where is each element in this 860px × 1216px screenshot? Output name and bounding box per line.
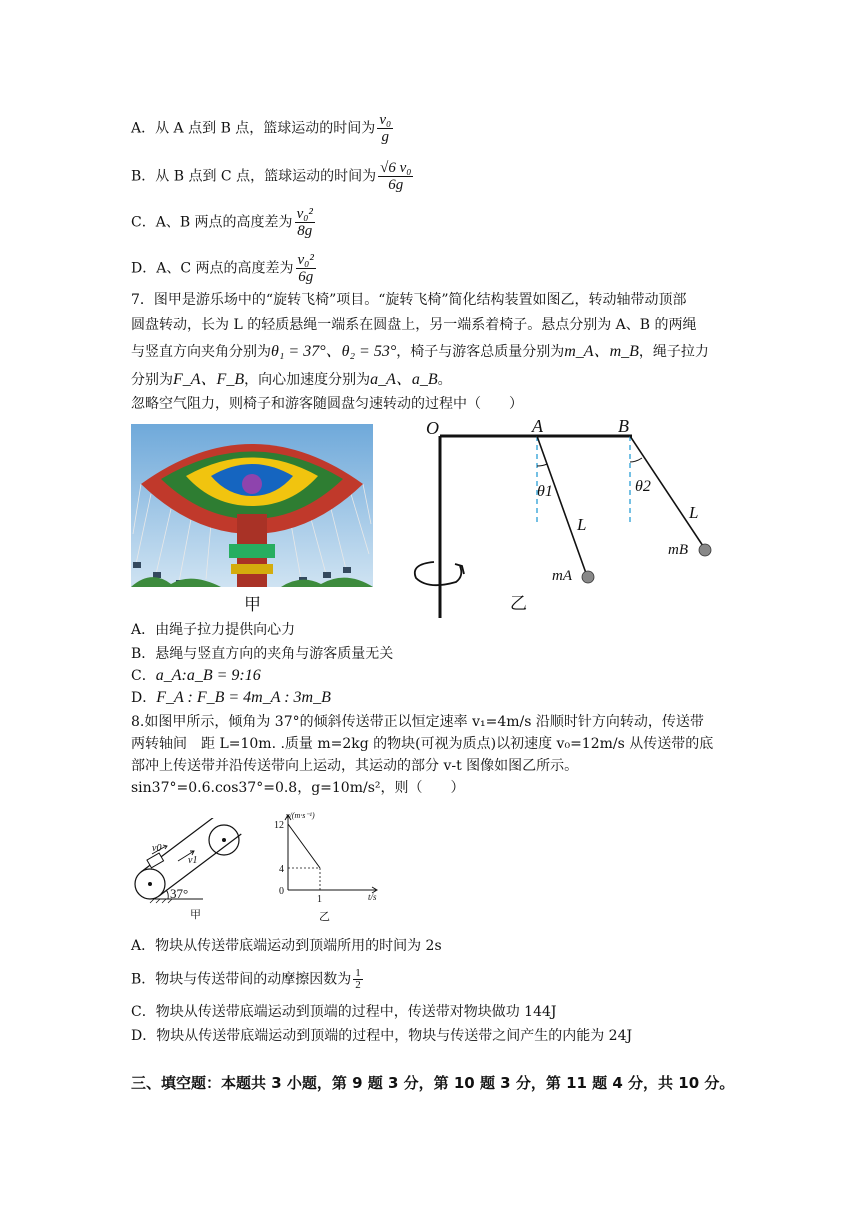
q7-accelerations: a_A、a_B [370,371,438,388]
graph-series-line [288,824,320,868]
q7-option-c-math: a_A:a_B = 9:16 [155,667,261,684]
q6-option-b [131,160,415,193]
diagram-label-L1: L [577,515,587,534]
belt-label-v1: v1 [188,855,198,866]
q6-option-a-fraction: $\frac{\text{v₀}}{g}$ [379,112,392,145]
diagram-label-O: O [426,418,439,438]
q7-option-d: D．F_A : F_B = 4m_A : 3m_B [131,689,331,706]
q7-option-a: A．由绳子拉力提供向心力 [131,622,296,638]
diagram-angle-arc-2 [630,458,642,462]
q8-fig-yi-caption: 乙 [319,911,330,923]
diagram-label-theta1: θ1 [537,483,553,500]
q7-fig-jia-caption: 甲 [244,595,261,614]
q8-stem-line3: 部冲上传送带并沿传送带向上运动，其运动的部分 v-t 图像如图乙所示。 [131,758,579,774]
q6-option-b-text: B．从 B 点到 C 点，篮球运动的时间为 [131,168,377,185]
q6-option-a [131,112,395,145]
q7-stem-line3: 与竖直方向夹角分别为θ₁ = 37°、θ₂ = 53°，椅子与游客总质量分别为m_A、m_B，绳子拉力 [131,343,709,360]
q6-option-b-fraction: $\frac{\text{√6 v₀}}{6g}$ [380,160,412,193]
q6-option-a-text: A．从 A 点到 B 点，篮球运动的时间为 [131,120,376,137]
q7-masses: m_A、m_B [564,343,639,360]
diagram-rope-A [537,436,587,576]
diagram-label-theta2: θ2 [635,478,651,495]
q8-fig-jia-caption: 甲 [190,909,201,921]
q7-option-b: B．悬绳与竖直方向的夹角与游客质量无关 [131,646,394,662]
q6-option-c-fraction: $\frac{\text{v₀²}}{8g}$ [296,206,313,239]
q8-option-a: A．物块从传送带底端运动到顶端所用的时间为 2s [131,938,442,954]
belt-label-angle: 37° [170,886,189,901]
diagram-rotation-arrow [415,562,462,585]
q8-option-b: B．物块与传送带间的动摩擦因数为 $\frac{1}{2}$ [131,967,361,991]
q6-option-c [131,206,317,239]
q6-option-d-fraction: $\frac{\text{v₀²}}{6g}$ [297,252,314,285]
diagram-label-A: A [532,416,543,436]
diagram-angle-arc-1 [537,464,547,466]
q8-stem-line1: 8.如图甲所示，倾角为 37°的倾斜传送带正以恒定速率 v₁=4m/s 沿顺时针方向转动，传送带 [131,714,704,730]
belt-label-v0: v0 [152,843,162,854]
diagram-label-L2: L [689,503,699,522]
q7-diagram-yi [400,414,730,620]
q7-option-c: C．a_A:a_B = 9:16 [131,667,261,684]
q7-angles: θ₁ = 37°、θ₂ = 53° [271,343,397,360]
q8-stem-line4: sin37°=0.6.cos37°=0.8，g=10m/s²，则（ ） [131,780,465,796]
graph-tick-x1: 1 [317,894,322,905]
q6-option-d-text: D．A、C 两点的高度差为 [131,260,294,277]
q7-option-d-math: F_A : F_B = 4m_A : 3m_B [156,689,331,706]
q8-option-b-fraction: $\frac{1}{2}$ [355,967,361,991]
graph-tick-y12: 12 [274,820,284,831]
q6-option-c-text: C．A、B 两点的高度差为 [131,214,293,231]
diagram-mass-A [582,571,594,583]
q7-stem-line4: 分别为F_A、F_B，向心加速度分别为a_A、a_B。 [131,371,452,388]
diagram-mass-B [699,544,711,556]
q8-option-c: C．物块从传送带底端运动到顶端的过程中，传送带对物块做功 144J [131,1004,557,1020]
diagram-label-mA: mA [552,568,572,584]
q7-fig-yi-caption: 乙 [510,594,527,613]
graph-x-label: t/s [368,892,377,902]
graph-tick-origin: 0 [279,886,284,897]
q8-stem-line2: 两转轴间 距 L=10m. .质量 m=2kg 的物块(可视为质点)以初速度 v₀=12m/s 从传送带的底 [131,736,714,752]
q7-tensions: F_A、F_B [173,371,245,388]
q7-stem-line1: 7．图甲是游乐场中的“旋转飞椅”项目。“旋转飞椅”简化结构装置如图乙，转动轴带动顶部 [131,292,687,308]
graph-y-label: v/(m·s⁻¹) [286,811,315,820]
q7-stem-line5: 忽略空气阻力，则椅子和游客随圆盘匀速转动的过程中（ ） [131,396,523,412]
diagram-label-mB: mB [668,542,688,558]
q7-photo-swing-ride [131,424,373,616]
q7-stem-line2: 圆盘转动，长为 L 的轻质悬绳一端系在圆盘上，另一端系着椅子。悬点分别为 A、B 的两绳 [131,317,697,333]
q8-option-d: D．物块从传送带底端运动到顶端的过程中，物块与传送带之间产生的内能为 24J [131,1028,633,1044]
diagram-label-B: B [618,416,629,436]
q8-conveyor-belt-figure [128,818,248,922]
q6-option-d [131,252,318,285]
graph-tick-y4: 4 [279,864,284,875]
q8-vt-graph [264,808,392,924]
section-3-heading: 三、填空题：本题共 3 小题，第 9 题 3 分，第 10 题 3 分，第 11 题 4 分，共 10 分。 [131,1074,735,1092]
